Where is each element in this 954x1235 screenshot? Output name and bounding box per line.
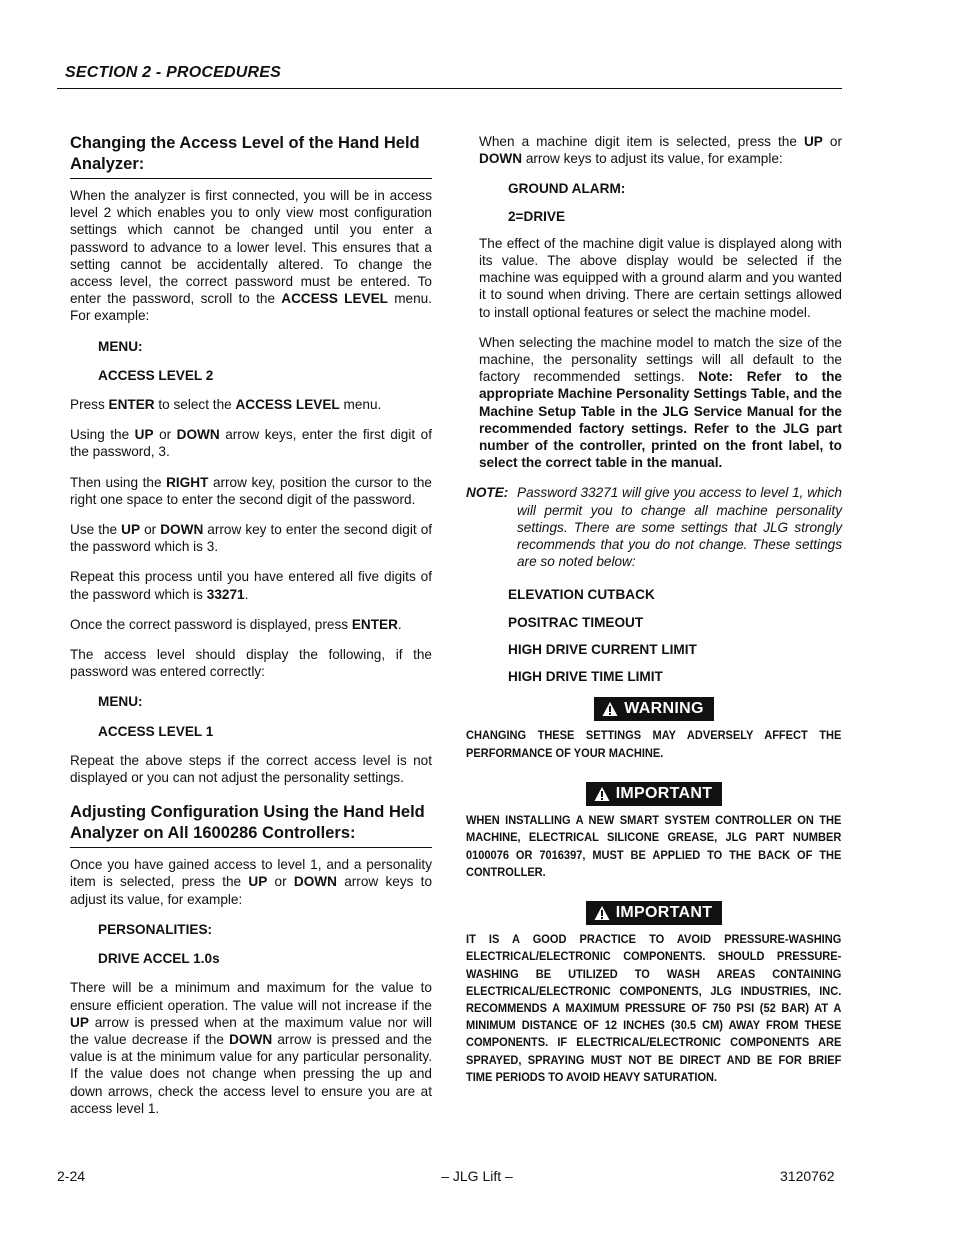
right-column [466, 133, 842, 1106]
paragraph: When selecting the machine model to match the size of the machine, the personality settings will all default to the factory recommended settings. Note: Refer to the appropriate Machine Personality Settings Table, and the Machine Setup Table in the JLG Service Manual for the recommended factory settings. Refer to the JLG part number of the controller, printed on the front label, to select the correct table in the manual. [479, 334, 842, 471]
display-line: ACCESS LEVEL 1 [98, 723, 214, 739]
note-label: NOTE: [466, 485, 509, 501]
footer-center: – JLG Lift – [441, 1168, 513, 1184]
setting-item: ELEVATION CUTBACK [508, 587, 655, 603]
paragraph: There will be a minimum and maximum for the value to ensure efficient operation. The value will not increase if the UP arrow is pressed when at the maximum value nor will the value decrease if the DOWN arrow is pressed and the value is at the minimum value for any particular personality. If the value does not change when pressing the up and down arrows, check the access level to ensure you are at access level 1. [70, 980, 432, 1116]
warning-badge: WARNING [594, 697, 713, 721]
paragraph: Use the UP or DOWN arrow key to enter the second digit of the password which is 3. [70, 522, 433, 555]
heading-adjust-configuration: Adjusting Configuration Using the Hand Held Analyzer on All 1600286 Controllers: [70, 802, 432, 848]
paragraph: The access level should display the following, if the password was entered correctly: [70, 647, 432, 680]
display-line: GROUND ALARM: [508, 181, 626, 197]
page-number: 2-24 [57, 1168, 86, 1184]
important-badge-wrap [466, 782, 842, 806]
warning-badge-wrap [466, 697, 842, 721]
paragraph: The effect of the machine digit value is displayed along with its value. The above display would be selected if the machine was equipped with a ground alarm and you wanted it to sound when driving. There are certain settings allowed to install optional features or select the machine model. [479, 235, 842, 320]
setting-item: HIGH DRIVE CURRENT LIMIT [508, 641, 697, 657]
display-line: DRIVE ACCEL 1.0s [98, 951, 220, 967]
warning-triangle-icon [602, 701, 618, 717]
paragraph: Using the UP or DOWN arrow keys, enter the first digit of the password, 3. [70, 427, 432, 460]
important-text: WHEN INSTALLING A NEW SMART SYSTEM CONTROLLER ON THE MACHINE, ELECTRICAL SILICONE GREASE, JLG PART NUMBER 0100076 OR 7016397, MUST BE APPLIED TO THE BACK OF THE CONTROLLER. [466, 813, 842, 879]
warning-triangle-icon [594, 786, 610, 802]
document-number: 3120762 [780, 1168, 835, 1184]
important-badge-wrap [466, 901, 842, 925]
display-line: MENU: [98, 338, 143, 354]
setting-item: POSITRAC TIMEOUT [508, 614, 644, 630]
paragraph: Repeat the above steps if the correct access level is not displayed or you can not adjust the personality settings. [70, 752, 432, 786]
warning-text: CHANGING THESE SETTINGS MAY ADVERSELY AFFECT THE PERFORMANCE OF YOUR MACHINE. [466, 728, 842, 760]
paragraph: Then using the RIGHT arrow key, position the cursor to the right one space to enter the second digit of the password. [70, 474, 432, 507]
heading-change-access-level: Changing the Access Level of the Hand Held Analyzer: [70, 133, 432, 179]
left-column [70, 133, 432, 1130]
note-text: Password 33271 will give you access to level 1, which will permit you to change all machine personality settings. There are some settings that JLG strongly recommends that you do not change. These settings are so noted below: [517, 485, 842, 570]
paragraph: Repeat this process until you have entered all five digits of the password which is 33271. [70, 569, 432, 602]
display-line: PERSONALITIES: [98, 921, 213, 937]
paragraph: Once the correct password is displayed, press ENTER. [70, 616, 402, 632]
display-line: ACCESS LEVEL 2 [98, 367, 214, 383]
display-line: MENU: [98, 694, 143, 710]
warning-triangle-icon [594, 905, 610, 921]
display-line: 2=DRIVE [508, 208, 566, 224]
important-badge: IMPORTANT [586, 782, 723, 806]
important-badge: IMPORTANT [586, 901, 723, 925]
section-header: SECTION 2 - PROCEDURES [65, 64, 281, 81]
note-block [466, 484, 842, 570]
paragraph: Press ENTER to select the ACCESS LEVEL menu. [70, 397, 382, 413]
paragraph: Once you have gained access to level 1, and a personality item is selected, press the UP or DOWN arrow keys to adjust its value, for example: [70, 857, 433, 907]
header-rule [57, 88, 842, 89]
important-text: IT IS A GOOD PRACTICE TO AVOID PRESSURE-WASHING ELECTRICAL/ELECTRONIC COMPONENTS. SHOULD PRESSURE-WASHING BE UTILIZED TO WASH AREAS CONTAINING ELECTRICAL/ELECTRONIC COMPONENTS, JLG INDUSTRIES, INC. RECOMMENDS A MAXIMUM PRESSURE OF 750 PSI (52 BAR) AT A MINIMUM DISTANCE OF 12 INCHES (30.5 CM) AWAY FROM THESE COMPONENTS. IF ELECTRICAL/ELECTRONIC COMPONENTS ARE SPRAYED, SPRAYING MUST NOT BE DIRECT AND BE FOR BRIEF TIME PERIODS TO AVOID HEAVY SATURATION. [466, 932, 842, 1084]
paragraph: When the analyzer is first connected, you will be in access level 2 which enables you to only view most configuration settings which cannot be changed until you enter a password to advance to a lower level. This ensures that a setting cannot be accidentally altered. To change the access level, the correct password must be entered. To enter the password, scroll to the ACCESS LEVEL menu. For example: [70, 188, 433, 324]
paragraph: When a machine digit item is selected, press the UP or DOWN arrow keys to adjust its value, for example: [479, 134, 842, 167]
setting-item: HIGH DRIVE TIME LIMIT [508, 669, 663, 685]
